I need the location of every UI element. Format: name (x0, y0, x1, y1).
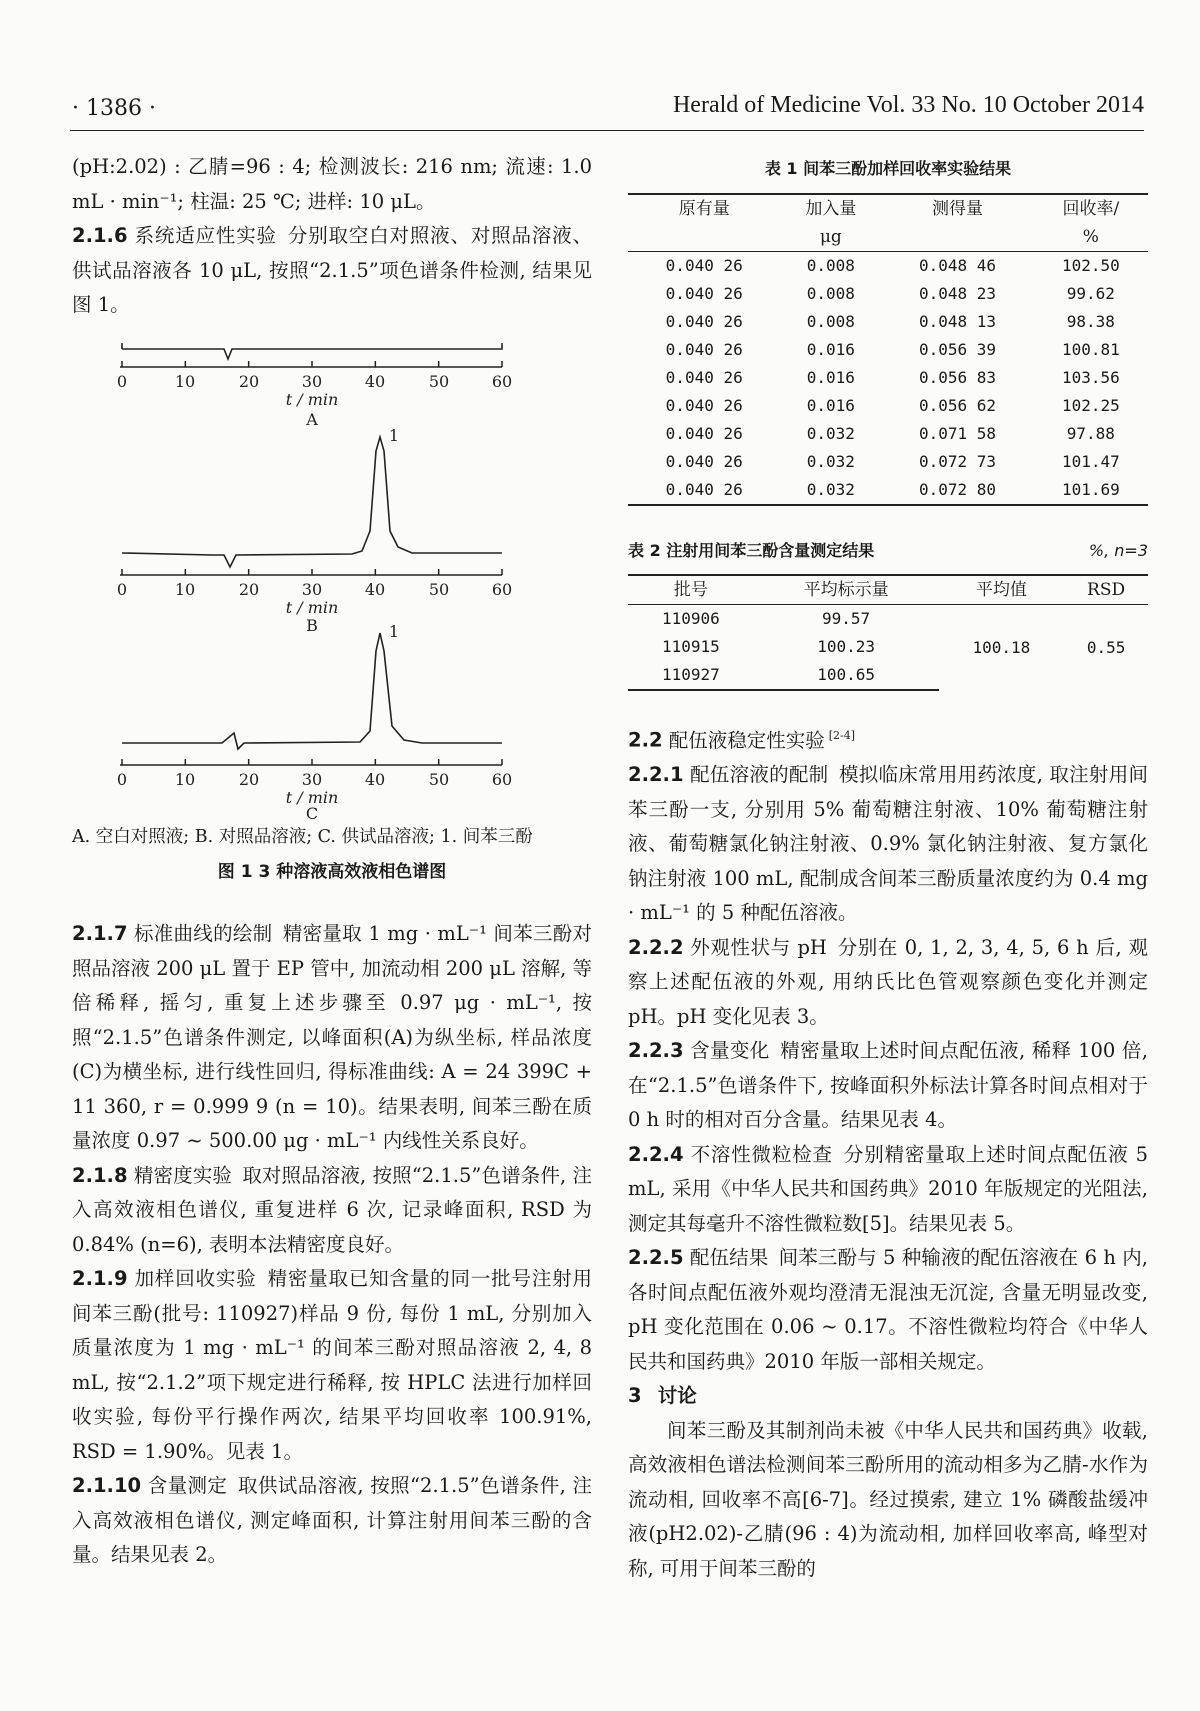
table2-header: 平均标示量 (754, 575, 939, 605)
table-cell: 110915 (661, 637, 720, 656)
section-number: 2.1.10 (72, 1474, 142, 1497)
section-title: 配伍溶液的配制 (690, 763, 829, 786)
table1-header: 加入量 (780, 194, 881, 223)
tick-a-40: 40 (364, 371, 386, 391)
section-number: 2.2.5 (628, 1246, 684, 1269)
table-cell: 0.040 26 (665, 451, 743, 471)
peak-label-b: 1 (388, 425, 400, 445)
tick-b-10: 10 (174, 579, 196, 599)
section-2-2-4 (628, 1138, 1148, 1242)
table-cell: 0.016 (806, 339, 855, 359)
table-cell: 110927 (628, 661, 754, 690)
table1-header: 测得量 (881, 194, 1033, 223)
section-2-2-1 (628, 758, 1148, 931)
tick-c-30: 30 (301, 769, 323, 789)
table-cell: 0.072 73 (918, 451, 996, 471)
trace-a (122, 343, 502, 359)
section-number: 2.2.3 (628, 1039, 684, 1062)
xlabel-b: t / min (285, 597, 339, 617)
tick-b-0: 0 (116, 579, 128, 599)
xlabel-c: t / min (285, 787, 339, 807)
section-title: 含量变化 (690, 1039, 770, 1062)
table1-subheader (881, 223, 1033, 252)
panel-label-a: A (306, 409, 318, 429)
right-column (628, 150, 1148, 1586)
table1-subheader: % (1034, 223, 1148, 252)
section-text: 模拟临床常用用药浓度, 取注射用间苯三酚一支, 分别用 5% 葡萄糖注射液、10% 葡萄糖注射液、葡萄糖氯化钠注射液、0.9% 氯化钠注射液、复方氯化钠注射液 100 mL, 配制成含间苯三酚质量浓度约为 0.4 mg · mL⁻¹ 的 5 种配伍溶液。 (628, 763, 1148, 924)
panel-label-b: B (306, 615, 318, 635)
section-number: 2.1.6 (72, 224, 128, 247)
section-text: 取供试品溶液, 按照“2.1.5”色谱条件, 注入高效液相色谱仪, 测定峰面积, 计算注射用间苯三酚的含量。结果见表 2。 (72, 1474, 592, 1566)
table1-caption: 表 1 间苯三酚加样回收率实验结果 (764, 159, 1012, 178)
table-cell: 0.040 26 (665, 311, 743, 331)
table-cell: 0.056 62 (918, 395, 996, 415)
figure-legend: A. 空白对照液; B. 对照品溶液; C. 供试品溶液; 1. 间苯三酚 (72, 826, 533, 847)
table2-mean: 100.18 (972, 637, 1031, 657)
table-cell: 102.25 (1061, 395, 1120, 415)
table-row (628, 605, 1148, 634)
table-cell: 100.23 (817, 637, 875, 656)
section-number: 2.1.7 (72, 922, 128, 945)
section-number: 2.2 (628, 728, 663, 752)
section-text: 精密量取已知含量的同一批号注射用间苯三酚(批号: 110927)样品 9 份, 每份 1 mL, 分别加入质量浓度为 1 mg · mL⁻¹ 的间苯三酚对照品溶液 2, 4, 8 mL, 按“2.1.2”项下规定进行稀释, 按 HPLC 法进行加样回收实验, 每份平行操作两次, 结果平均回收率 100.91%, RSD = 1.90%。见表 1。 (72, 1267, 592, 1463)
table2-header: RSD (1064, 575, 1148, 605)
table1 (628, 193, 1148, 506)
citation: [2-4] (828, 729, 856, 742)
section-title: 讨论 (657, 1384, 697, 1407)
tick-c-40: 40 (364, 769, 386, 789)
table-cell: 0.040 26 (665, 423, 743, 443)
table-cell: 0.016 (806, 367, 855, 387)
table2-rsd: 0.55 (1086, 637, 1126, 657)
page-number: · 1386 · (72, 96, 156, 121)
section-text: 精密量取上述时间点配伍液, 稀释 100 倍, 在“2.1.5”色谱条件下, 按峰面积外标法计算各时间点相对于 0 h 时的相对百分含量。结果见表 4。 (628, 1039, 1148, 1131)
section-number: 2.1.8 (72, 1163, 128, 1187)
table-cell: 102.50 (1061, 255, 1120, 275)
table-cell: 0.008 (806, 311, 855, 331)
section-text: 精密量取 1 mg · mL⁻¹ 间苯三酚对照品溶液 200 μL 置于 EP 管中, 加流动相 200 μL 溶解, 等倍稀释, 摇匀, 重复上述步骤至 0.97 μg · mL⁻¹, 按照“2.1.5”色谱条件测定, 以峰面积(A)为纵坐标, 样品浓度(C)为横坐标, 进行线性回归, 得标准曲线: A = 24 399C + 11 360, r = 0.999 9 (n = 10)。结果表明, 间苯三酚在质量浓度 0.97 ~ 500.00 μg · mL⁻¹ 内线性关系良好。 (72, 922, 592, 1152)
trace-b (122, 437, 502, 567)
table-cell: 97.88 (1066, 423, 1115, 443)
section-title: 含量测定 (147, 1474, 228, 1497)
table1-subheader: μg (780, 223, 881, 252)
table2-header: 批号 (628, 575, 754, 605)
trace-c (122, 633, 502, 749)
section-text: 分别精密量取上述时间点配伍液 5 mL, 采用《中华人民共和国药典》2010 年版规定的光阻法, 测定其每毫升不溶性微粒数[5]。结果见表 5。 (628, 1142, 1148, 1235)
section-2-2-3 (628, 1034, 1148, 1138)
table-cell: 0.056 83 (918, 367, 996, 387)
tick-b-40: 40 (364, 579, 386, 599)
section-title: 配伍液稳定性实验 (668, 728, 825, 752)
section-title: 加样回收实验 (134, 1267, 257, 1290)
table1-subheader (628, 223, 780, 252)
table-cell: 0.016 (806, 395, 855, 415)
journal-header: Herald of Medicine Vol. 33 No. 10 October 2014 (672, 92, 1144, 118)
section-number: 3 (628, 1384, 642, 1407)
table-cell: 0.032 (806, 423, 855, 443)
section-2-1-9 (72, 1262, 592, 1469)
table-cell: 98.38 (1066, 311, 1115, 331)
section-2-2-5 (628, 1241, 1148, 1379)
table-cell: 0.040 26 (628, 476, 780, 505)
table-cell: 103.56 (1061, 367, 1120, 387)
table2-header: 平均值 (939, 575, 1065, 605)
tick-c-10: 10 (174, 769, 196, 789)
chromatogram-figure (72, 341, 592, 821)
table1-header: 原有量 (628, 194, 780, 223)
table-row (628, 364, 1148, 392)
table-cell: 100.81 (1061, 339, 1120, 359)
tick-a-10: 10 (174, 371, 196, 391)
table-cell: 101.47 (1061, 451, 1120, 471)
tick-a-50: 50 (428, 371, 450, 391)
section-title: 外观性状与 pH (690, 935, 827, 959)
tick-b-60: 60 (491, 579, 513, 599)
section-title: 不溶性微粒检查 (690, 1142, 833, 1166)
table-row (628, 280, 1148, 308)
section-number: 2.2.4 (628, 1142, 684, 1166)
tick-c-50: 50 (428, 769, 450, 789)
table-row (628, 420, 1148, 448)
table-cell: 0.032 (780, 476, 881, 505)
table-cell: 0.040 26 (665, 339, 743, 359)
table-cell: 0.040 26 (665, 255, 743, 275)
table-cell: 100.65 (754, 661, 939, 690)
peak-label-c: 1 (388, 621, 400, 641)
table-cell: 0.008 (806, 283, 855, 303)
table2 (628, 574, 1148, 691)
tick-b-50: 50 (428, 579, 450, 599)
tick-a-30: 30 (301, 371, 323, 391)
left-column (72, 150, 592, 1573)
section-number: 2.2.2 (628, 935, 684, 959)
table-row (628, 392, 1148, 420)
section-2-1-8 (72, 1159, 592, 1263)
section-text: 分别取空白对照液、对照品溶液、供试品溶液各 10 μL, 按照“2.1.5”项色谱条件检测, 结果见图 1。 (72, 224, 592, 316)
table-cell: 101.69 (1034, 476, 1148, 505)
tick-a-20: 20 (238, 371, 260, 391)
section-2-1-6 (72, 219, 592, 323)
section-text: 分别在 0, 1, 2, 3, 4, 5, 6 h 后, 观察上述配伍液的外观, 用纳氏比色管观察颜色变化并测定 pH。pH 变化见表 3。 (628, 935, 1149, 1028)
section-text: 取对照品溶液, 按照“2.1.5”色谱条件, 注入高效液相色谱仪, 重复进样 6 次, 记录峰面积, RSD 为 0.84% (n=6), 表明本法精密度良好。 (72, 1163, 592, 1256)
table-cell: 0.072 80 (881, 476, 1033, 505)
table-row (628, 251, 1148, 280)
section-title: 精密度实验 (133, 1163, 232, 1187)
table-cell: 0.040 26 (665, 395, 743, 415)
tick-c-0: 0 (116, 769, 128, 789)
table2-caption: 表 2 注射用间苯三酚含量测定结果 (628, 540, 875, 560)
tick-a-0: 0 (116, 371, 128, 391)
table-cell: 99.62 (1066, 283, 1115, 303)
table-row (628, 476, 1148, 505)
table2-caption-row (628, 534, 1148, 569)
table-cell: 0.071 58 (918, 423, 996, 443)
panel-label-c: C (305, 803, 319, 821)
section-2-1-10 (72, 1469, 592, 1573)
table-cell: 0.056 39 (918, 339, 996, 359)
tick-b-30: 30 (301, 579, 323, 599)
section-2-2-2 (628, 931, 1148, 1035)
table-row (628, 308, 1148, 336)
table-cell: 110906 (661, 609, 720, 628)
xlabel-a: t / min (285, 389, 339, 409)
axis-a (120, 343, 502, 367)
section-2-1-7 (72, 917, 592, 1159)
table1-header: 回收率/ (1034, 194, 1148, 223)
table-cell: 0.040 26 (665, 283, 743, 303)
table-cell: 0.040 26 (665, 367, 743, 387)
table-row (628, 448, 1148, 476)
figure-caption: 图 1 3 种溶液高效液相色谱图 (217, 861, 447, 882)
header-rule (70, 130, 1144, 131)
tick-a-60: 60 (491, 371, 513, 391)
section-3 (628, 1379, 1148, 1414)
table-row (628, 336, 1148, 364)
section-title: 系统适应性实验 (134, 224, 277, 247)
table-cell: 99.57 (822, 609, 871, 628)
table-cell: 0.048 46 (918, 255, 996, 275)
tick-b-20: 20 (238, 579, 260, 599)
section-title: 配伍结果 (689, 1246, 769, 1269)
section-number: 2.1.9 (72, 1267, 128, 1290)
tick-c-60: 60 (491, 769, 513, 789)
table-cell: 0.048 13 (918, 311, 996, 331)
section-number: 2.2.1 (628, 763, 684, 786)
table-cell: 0.032 (806, 451, 855, 471)
section-title: 标准曲线的绘制 (134, 922, 273, 945)
table2-unit: %, n=3 (1088, 540, 1148, 560)
discussion-paragraph: 间苯三酚及其制剂尚未被《中华人民共和国药典》收载, 高效液相色谱法检测间苯三酚所用的流动相多为乙腈-水作为流动相, 回收率不高[6-7]。经过摸索, 建立 1% 磷酸盐缓冲液(pH2.02)-乙腈(96 : 4)为流动相, 加样回收率高, 峰型对称, 可用于间苯三酚的 (628, 1418, 1148, 1580)
section-2-2 (628, 719, 1148, 758)
table-cell: 0.048 23 (918, 283, 996, 303)
table-cell: 0.008 (806, 255, 855, 275)
tick-c-20: 20 (238, 769, 260, 789)
section-text: 间苯三酚与 5 种输液的配伍溶液在 6 h 内, 各时间点配伍液外观均澄清无混浊无沉淀, 含量无明显改变, pH 变化范围在 0.06 ~ 0.17。不溶性微粒均符合《中华人民共和国药典》2010 年版一部相关规定。 (628, 1246, 1149, 1373)
paragraph-mobile-phase: (pH:2.02) : 乙腈=96 : 4; 检测波长: 216 nm; 流速: 1.0 mL · min⁻¹; 柱温: 25 ℃; 进样: 10 μL。 (72, 155, 592, 213)
